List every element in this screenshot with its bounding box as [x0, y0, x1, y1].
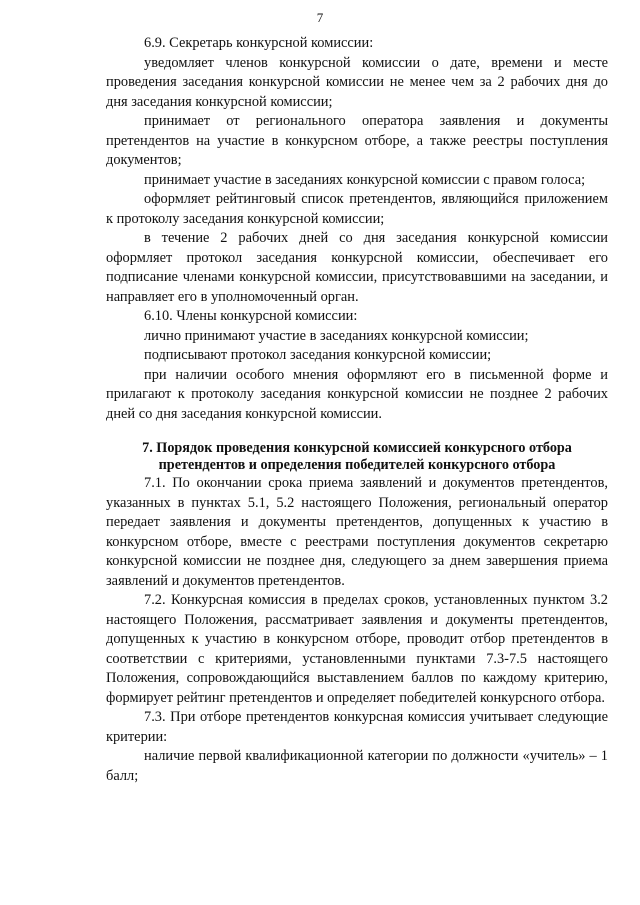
paragraph-members-opinion: при наличии особого мнения оформляют его в письменной форме и прилагают к протоколу заседания конкурсной комиссии не позднее 2 рабочих дней со дня заседания конкурсной комиссии.	[106, 366, 608, 422]
document-body	[106, 34, 608, 786]
paragraph-members-sign: подписывают протокол заседания конкурсной комиссии;	[144, 347, 492, 363]
paragraph-7-1: 7.1. По окончании срока приема заявлений и документов претендентов, указанных в пунктах 5.1, 5.2 настоящего Положения, региональный оператор передает заявления и документы претендентов, допущенных к участию в конкурсном отборе, вместе с реестрами поступления документов секретарю конкурсной комиссии не позднее дня, следующего за днем завершения приема заявлений и документов претендентов.	[106, 475, 608, 589]
paragraph-secretary-protocol: в течение 2 рабочих дней со дня заседания конкурсной комиссии оформляет протокол заседания конкурсной комиссии, обеспечивает его подписание членами конкурсной комиссии, присутствовавшими на заседании, и направляет его в уполномоченный орган.	[106, 230, 608, 305]
paragraph-members-participate: лично принимают участие в заседаниях конкурсной комиссии;	[144, 327, 529, 344]
paragraph-criterion-first-category: наличие первой квалификационной категории по должности «учитель» – 1 балл;	[106, 748, 608, 784]
paragraph-6-10-title: 6.10. Члены конкурсной комиссии:	[144, 308, 358, 324]
section-7-heading-line-2: претендентов и определения победителей конкурсного отбора	[158, 457, 556, 473]
paragraph-7-2: 7.2. Конкурсная комиссия в пределах сроков, установленных пунктом 3.2 настоящего Положения, рассматривает заявления и документы претендентов, допущенных к участию в конкурсном отборе, проводит отбор претендентов в соответствии с критериями, установленными пунктами 7.3-7.5 настоящего Положения, сопровождающийся выставлением баллов по каждому критерию, формирует рейтинг претендентов и определяет победителей конкурсного отбора.	[106, 592, 608, 706]
section-7-heading	[106, 440, 608, 474]
paragraph-secretary-participates: принимает участие в заседаниях конкурсной комиссии с правом голоса;	[144, 171, 586, 188]
paragraph-secretary-notifies: уведомляет членов конкурсной комиссии о дате, времени и месте проведения заседания конкурсной комиссии не менее чем за 2 рабочих дня до дня заседания конкурсной комиссии;	[106, 54, 608, 110]
paragraph-7-3: 7.3. При отборе претендентов конкурсная комиссия учитывает следующие критерии:	[106, 709, 608, 745]
paragraph-secretary-rating-list: оформляет рейтинговый список претендентов, являющийся приложением к протоколу заседания конкурсной комиссии;	[106, 191, 608, 227]
paragraph-6-9-title: 6.9. Секретарь конкурсной комиссии:	[144, 35, 374, 51]
page-number: 7	[316, 10, 324, 25]
paragraph-secretary-receives: принимает от регионального оператора заявления и документы претендентов на участие в конкурсном отборе, а также реестры поступления документов;	[106, 113, 608, 168]
section-7-heading-line-1: 7. Порядок проведения конкурсной комиссией конкурсного отбора	[142, 440, 572, 456]
